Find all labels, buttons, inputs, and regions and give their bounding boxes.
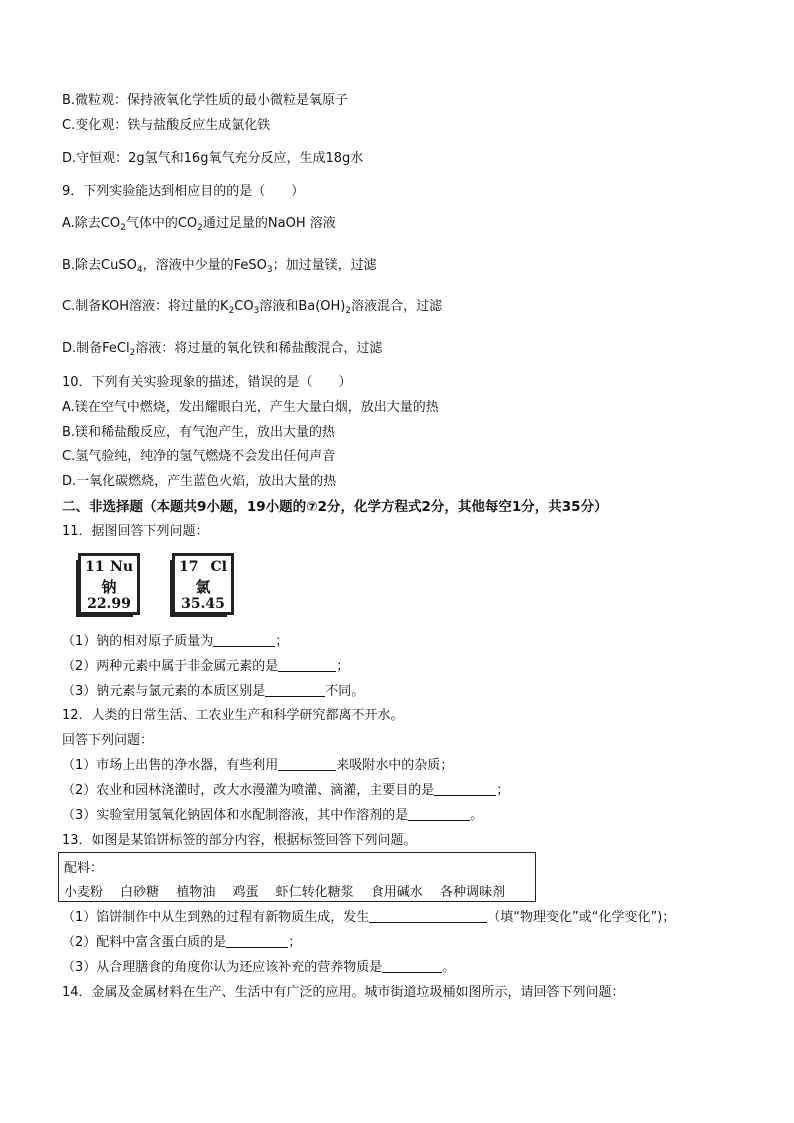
ingredient-item: 小麦粉: [64, 885, 104, 900]
q9-option-c: C.制备KOH溶液：将过量的$K_2CO_3$溶液和$Ba(OH)_2$溶液混合，过滤: [62, 299, 443, 316]
atomic-number: 17: [179, 559, 199, 575]
ingredient-label-title: 配料：: [64, 861, 104, 876]
q8-option-d: D.守恒观：2g氢气和16g氧气充分反应，生成18g水: [62, 151, 364, 166]
ingredient-item: 白砂糖: [120, 885, 160, 900]
q12-stem: 12．人类的日常生活、工农业生产和科学研究都离不开水。: [62, 708, 404, 723]
q14-stem: 14．金属及金属材料在生产、生活中有广泛的应用。城市街道垃圾桶如图所示，请回答下列问题：: [62, 985, 625, 1000]
section-heading: 二、非选择题（本题共9小题，19小题的⑦2分，化学方程式2分，其他每空1分，共35分）: [62, 499, 608, 515]
ingredient-item: 鸡蛋: [232, 885, 259, 900]
ingredient-item: 虾仁转化糖浆: [275, 885, 354, 900]
answer-blank[interactable]: [382, 959, 442, 973]
element-name: 氯: [195, 578, 211, 596]
q12-sub-2: （2）农业和园林浇灌时，改大水漫灌为喷灌、滴灌，主要目的是 ；: [62, 783, 510, 798]
q13-sub-2: （2）配料中富含蛋白质的是 ；: [62, 935, 302, 950]
ingredient-list: [64, 881, 518, 900]
answer-blank[interactable]: [278, 658, 336, 672]
q11-sub-3: （3）钠元素与氯元素的本质区别是 不同。: [62, 684, 365, 699]
answer-blank[interactable]: [369, 909, 487, 923]
q8-option-c: C.变化观：铁与盐酸反应生成氯化铁: [62, 118, 271, 133]
answer-blank[interactable]: [434, 782, 496, 796]
atomic-mass: 22.99: [87, 596, 131, 612]
q10-option-c: C.氢气验纯，纯净的氢气燃烧不会发出任何声音: [62, 449, 336, 464]
q11-stem: 11．据图回答下列问题：: [62, 524, 209, 539]
q13-sub-3: （3）从合理膳食的角度你认为还应该补充的营养物质是 。: [62, 960, 456, 975]
q9-option-d: D.制备FeCl$_2$溶液：将过量的氧化铁和稀盐酸混合，过滤: [62, 341, 383, 358]
q10-option-d: D.一氧化碳燃烧，产生蓝色火焰，放出大量的热: [62, 474, 337, 489]
q8-option-b: B.微粒观：保持液氧化学性质的最小微粒是氧原子: [62, 93, 349, 108]
atomic-mass: 35.45: [181, 596, 225, 612]
ingredient-label-box: [58, 852, 536, 902]
q10-option-b: B.镁和稀盐酸反应，有气泡产生，放出大量的热: [62, 425, 336, 440]
ingredient-item: 食用碱水: [370, 885, 423, 900]
q13-sub-1: （1）馅饼制作中从生到熟的过程有新物质生成，发生 （填“物理变化”或“化学变化”)；: [62, 910, 676, 925]
q12-sub-1: （1）市场上出售的净水器，有些利用 来吸附水中的杂质；: [62, 758, 454, 773]
element-symbol: Nu: [110, 559, 133, 575]
q9-option-b: B.除去CuSO$_4$，溶液中少量的FeSO$_3$；加过量镁，过滤: [62, 258, 377, 275]
atomic-number: 11: [85, 559, 105, 575]
element-tile-chlorine: [172, 553, 234, 615]
q12-sub-3: （3）实验室用氢氧化钠固体和水配制溶液，其中作溶剂的是 。: [62, 808, 484, 823]
answer-blank[interactable]: [278, 757, 336, 771]
element-symbol: Cl: [210, 559, 227, 575]
q11-sub-2: （2）两种元素中属于非金属元素的是 ；: [62, 659, 350, 674]
answer-blank[interactable]: [213, 633, 275, 647]
ingredient-item: 各种调味剂: [439, 885, 505, 900]
answer-blank[interactable]: [226, 934, 288, 948]
q9-stem: 9．下列实验能达到相应目的的是（ ）: [62, 184, 305, 199]
q10-option-a: A.镁在空气中燃烧，发出耀眼白光，产生大量白烟，放出大量的热: [62, 400, 439, 415]
element-name: 钠: [101, 578, 117, 596]
answer-blank[interactable]: [408, 807, 470, 821]
q11-sub-1: （1）钠的相对原子质量为 ；: [62, 634, 289, 649]
ingredient-item: 植物油: [176, 885, 216, 900]
element-tile-sodium: [78, 553, 140, 615]
q10-stem: 10．下列有关实验现象的描述，错误的是（ ）: [62, 375, 352, 390]
q13-stem: 13．如图是某馅饼标签的部分内容，根据标签回答下列问题。: [62, 833, 417, 848]
answer-blank[interactable]: [265, 683, 325, 697]
q12-instruction: 回答下列问题：: [62, 733, 154, 748]
q9-option-a: A.除去$CO_2$气体中的$CO_2$通过足量的NaOH 溶液: [62, 216, 336, 233]
